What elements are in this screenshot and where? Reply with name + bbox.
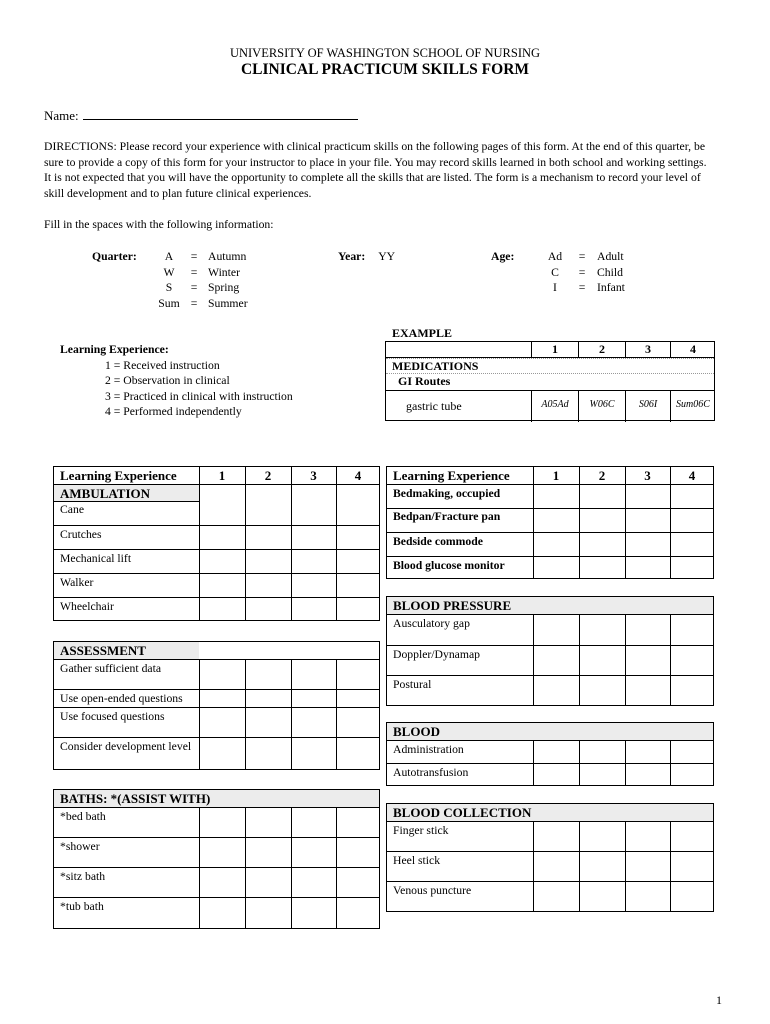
name-row — [44, 108, 358, 124]
skill-label: Wheelchair — [60, 600, 114, 613]
example-category: MEDICATIONS — [392, 359, 479, 373]
divider — [579, 821, 580, 911]
example-col-3: 3 — [625, 342, 670, 358]
table-row[interactable] — [387, 614, 713, 645]
quarter-meaning: Winter — [208, 265, 240, 279]
skill-label: Bedside commode — [393, 535, 483, 548]
col-header-3: 3 — [644, 468, 651, 483]
table-row[interactable] — [54, 867, 379, 897]
skill-label: Doppler/Dynamap — [393, 648, 480, 661]
age-legend — [491, 249, 514, 265]
table-row[interactable] — [387, 740, 713, 763]
section-title-assessment: ASSESSMENT — [54, 642, 199, 659]
table-row[interactable] — [387, 508, 713, 532]
baths-table — [53, 789, 380, 929]
age-meaning: Adult — [597, 250, 624, 263]
skill-label: Gather sufficient data — [60, 662, 162, 675]
section-title-baths: BATHS: *(ASSIST WITH) — [54, 790, 379, 807]
table-row[interactable] — [387, 675, 713, 705]
skill-label: Bedpan/Fracture pan — [393, 510, 501, 523]
quarter-legend — [92, 249, 137, 265]
example-skill: gastric tube — [406, 399, 462, 413]
skill-label: Venous puncture — [393, 884, 472, 897]
table-row[interactable] — [54, 525, 379, 549]
name-label: Name: — [44, 108, 79, 123]
equals: = — [190, 296, 198, 310]
example-entry: S06I — [625, 391, 670, 422]
skill-label: Mechanical lift — [60, 552, 132, 565]
table-row[interactable] — [387, 645, 713, 675]
institution-name: UNIVERSITY OF WASHINGTON SCHOOL OF NURSING — [229, 46, 541, 60]
year-value: YY — [378, 250, 396, 263]
form-title: CLINICAL PRACTICUM SKILLS FORM — [240, 61, 530, 78]
divider — [199, 659, 200, 769]
table-row[interactable] — [54, 659, 379, 689]
divider — [670, 614, 671, 705]
divider — [533, 821, 534, 911]
col-header-2: 2 — [598, 468, 606, 483]
ambulation-table — [53, 466, 380, 621]
skill-label: Ausculatory gap — [393, 617, 470, 630]
skill-label: Crutches — [60, 528, 102, 541]
divider — [533, 740, 534, 785]
quarter-code: A — [164, 250, 174, 263]
quarter-code: Sum — [158, 296, 180, 310]
divider — [54, 484, 379, 485]
quarter-code: W — [163, 265, 175, 279]
table-row[interactable] — [387, 763, 713, 785]
quarter-label: Quarter: — [92, 250, 137, 263]
divider — [625, 821, 626, 911]
equals: = — [578, 250, 586, 263]
learning-key-title: Learning Experience: — [60, 343, 169, 356]
quarter-meaning: Summer — [208, 296, 248, 310]
page-number: 1 — [716, 993, 722, 1007]
skill-label: Autotransfusion — [393, 766, 469, 779]
section-title-blood-pressure: BLOOD PRESSURE — [387, 597, 713, 614]
learning-experience-header: Learning Experience — [393, 468, 510, 483]
quarter-meaning: Autumn — [208, 250, 247, 263]
table-row[interactable] — [54, 689, 379, 707]
divider — [579, 740, 580, 785]
age-code: Ad — [547, 250, 563, 263]
table-row[interactable] — [54, 549, 379, 573]
learning-key-item: 2 = Observation in clinical — [105, 374, 230, 387]
equals: = — [578, 281, 586, 294]
equals: = — [190, 250, 198, 263]
example-col-1: 1 — [531, 342, 578, 358]
age-codes — [543, 249, 657, 296]
equals: = — [190, 281, 198, 294]
table-row[interactable] — [54, 501, 379, 525]
table-row[interactable] — [54, 807, 379, 837]
section-title-blood: BLOOD — [387, 723, 713, 740]
table-row[interactable] — [387, 881, 713, 911]
divider — [336, 467, 337, 620]
skill-label: Postural — [393, 678, 432, 691]
year-legend — [338, 249, 395, 265]
learning-key-item: 4 = Performed independently — [105, 405, 242, 418]
skill-label: *sitz bath — [60, 870, 106, 883]
col-header-1: 1 — [552, 468, 560, 483]
divider — [625, 467, 626, 578]
col-header-3: 3 — [310, 468, 317, 483]
learning-key-item: 3 = Practiced in clinical with instruction — [105, 389, 293, 403]
divider — [336, 807, 337, 928]
col-header-4: 4 — [688, 468, 696, 483]
age-label: Age: — [491, 250, 515, 263]
divider — [625, 614, 626, 705]
divider — [670, 740, 671, 785]
table-row[interactable] — [387, 821, 713, 851]
age-meaning: Child — [597, 265, 623, 279]
table-row[interactable] — [54, 737, 379, 769]
section-title-ambulation: AMBULATION — [54, 484, 199, 502]
table-row[interactable] — [387, 484, 713, 508]
name-field[interactable] — [83, 108, 358, 120]
example-row — [386, 390, 714, 421]
divider — [245, 807, 246, 928]
example-entry: A05Ad — [531, 391, 578, 422]
divider — [336, 659, 337, 769]
table-row[interactable] — [54, 573, 379, 597]
example-entry: W06C — [578, 391, 625, 422]
skill-label: Bedmaking, occupied — [393, 487, 501, 500]
quarter-meaning: Spring — [208, 281, 240, 294]
example-entry: Sum06C — [670, 391, 715, 422]
age-meaning: Infant — [597, 281, 625, 294]
skill-label: Use focused questions — [60, 710, 165, 723]
table-row[interactable] — [387, 556, 713, 578]
table-row[interactable] — [54, 707, 379, 737]
divider — [625, 740, 626, 785]
fill-instructions: Fill in the spaces with the following information: — [44, 218, 274, 231]
skill-label: Walker — [60, 576, 94, 589]
table-row[interactable] — [387, 851, 713, 881]
skill-label: *tub bath — [60, 900, 104, 913]
divider — [670, 467, 671, 578]
year-label: Year: — [338, 250, 366, 263]
table-row[interactable] — [54, 597, 379, 621]
age-code: C — [551, 265, 559, 279]
example-col-4: 4 — [670, 342, 715, 358]
equals: = — [578, 265, 586, 279]
directions-text: DIRECTIONS: Please record your experience with clinical practicum skills on the following pages of this form. At the end of this quarter, be sure to provide a copy of this form for your instructor to place in your file. You may record skills learned in both school and working settings. It is not expected that you will have the opportunity to complete all the skills that are listed. The form is a mechanism to record your level of skill development and to plan future clinical experiences. — [44, 140, 707, 200]
blood-collection-table — [386, 803, 714, 912]
col-header-1: 1 — [218, 468, 226, 483]
divider — [199, 467, 200, 620]
example-subcategory: GI Routes — [398, 374, 451, 388]
skill-label: Heel stick — [393, 854, 441, 867]
example-header — [386, 342, 714, 358]
example-title: EXAMPLE — [392, 326, 452, 340]
assessment-table — [53, 641, 380, 770]
bed-table — [386, 466, 714, 579]
divider — [291, 467, 292, 620]
divider — [291, 807, 292, 928]
divider — [245, 659, 246, 769]
divider — [533, 467, 534, 578]
example-col-2: 2 — [578, 342, 625, 358]
col-header-2: 2 — [264, 468, 272, 483]
skill-label: Cane — [60, 503, 85, 516]
divider — [579, 467, 580, 578]
table-row[interactable] — [54, 897, 379, 928]
learning-experience-key — [60, 342, 293, 420]
learning-key-item: 1 = Received instruction — [105, 358, 220, 372]
divider — [291, 659, 292, 769]
blood-pressure-table — [386, 596, 714, 706]
col-header-4: 4 — [354, 468, 362, 483]
skill-label: Finger stick — [393, 824, 449, 837]
divider — [533, 614, 534, 705]
skill-label: Consider development level — [60, 740, 192, 753]
equals: = — [190, 265, 198, 279]
skill-label: *bed bath — [60, 810, 106, 823]
divider — [199, 807, 200, 928]
divider — [670, 821, 671, 911]
table-row[interactable] — [387, 532, 713, 556]
divider — [245, 467, 246, 620]
blood-table — [386, 722, 714, 786]
quarter-codes — [158, 249, 268, 311]
learning-experience-header: Learning Experience — [60, 468, 177, 483]
skill-label: Administration — [393, 743, 464, 756]
table-row[interactable] — [54, 837, 379, 867]
section-title-blood-collection: BLOOD COLLECTION — [387, 804, 713, 821]
skill-label: *shower — [60, 840, 100, 853]
skill-label: Blood glucose monitor — [393, 559, 505, 572]
example-table — [385, 341, 715, 421]
quarter-code: S — [165, 281, 173, 294]
age-code: I — [553, 281, 557, 294]
divider — [579, 614, 580, 705]
skill-label: Use open-ended questions — [60, 692, 183, 705]
